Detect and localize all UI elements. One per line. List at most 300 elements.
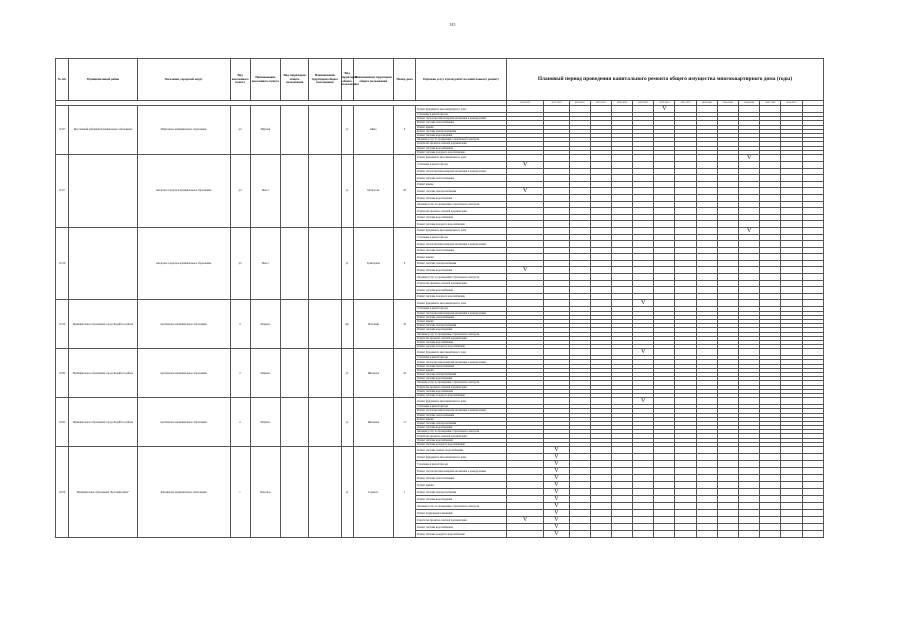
service-item: Ремонт фундамента многоквартирного дома <box>416 227 507 234</box>
period-cell <box>675 300 696 307</box>
period-cell <box>611 517 632 524</box>
period-cell <box>781 154 802 161</box>
period-cell <box>633 475 654 482</box>
year-header: 2020-2022 <box>569 101 590 106</box>
period-cell <box>802 447 823 454</box>
street-type: ул <box>341 349 353 398</box>
territory-type <box>280 398 308 447</box>
period-cell <box>760 496 781 503</box>
house-number: 42 <box>393 349 415 398</box>
period-cell <box>506 510 543 517</box>
street-type: пер <box>341 300 353 349</box>
service-item: Ремонт систем противопожарной автоматики и дымоудаления <box>416 311 507 315</box>
period-cell <box>696 300 717 307</box>
service-item: Ремонт системы водоотведения <box>416 426 507 430</box>
locality-name: Марково <box>250 349 280 398</box>
period-cell <box>717 461 738 468</box>
service-item: Разработка проектно-сметной документации <box>416 142 507 146</box>
header-street-type: Вид территории общего пользования <box>341 59 353 101</box>
service-item: Утепление и ремонт фасада <box>416 234 507 241</box>
period-cell <box>675 468 696 475</box>
locality-type: рп <box>230 106 250 155</box>
service-item: Разработка проектно-сметной документации <box>416 434 507 438</box>
service-item: Ремонт системы холодного водоснабжения <box>416 393 507 397</box>
period-cell <box>590 496 611 503</box>
service-item: Ремонт крыши <box>416 482 507 489</box>
period-cell <box>739 267 760 274</box>
period-cell <box>739 496 760 503</box>
period-cell <box>717 531 738 538</box>
period-cell <box>717 503 738 510</box>
period-cell <box>675 489 696 496</box>
settlement-name: Ангарское городское муниципальное образование <box>137 154 230 227</box>
territory-type <box>280 349 308 398</box>
period-cell <box>506 461 543 468</box>
period-cell <box>544 398 569 405</box>
period-cell <box>506 482 543 489</box>
period-cell <box>654 398 675 405</box>
block-number: 11519 <box>56 227 69 300</box>
period-cell <box>506 349 543 356</box>
period-cell <box>675 267 696 274</box>
locality-name: Марково <box>250 300 280 349</box>
district-name: Муниципальное образование "Братский район" <box>69 447 138 538</box>
period-cell <box>506 489 543 496</box>
period-cell <box>569 524 590 531</box>
district-name <box>69 227 138 300</box>
period-cell <box>675 503 696 510</box>
period-cell <box>802 496 823 503</box>
period-cell <box>696 468 717 475</box>
header-district: Муниципальный район <box>69 59 138 101</box>
period-cell <box>654 349 675 356</box>
period-cell <box>654 517 675 524</box>
service-item: Ремонт подвальных помещений <box>416 510 507 517</box>
header-locality-type: Вид населенного пункта <box>230 59 250 101</box>
period-cell <box>696 188 717 195</box>
service-item: Ремонт крыши <box>416 125 507 129</box>
page-number: 315 <box>449 22 456 27</box>
service-item: Ремонт системы теплоснабжения <box>416 475 507 482</box>
period-cell <box>506 454 543 461</box>
period-check-mark: V <box>633 349 654 356</box>
territory-type <box>280 227 308 300</box>
period-cell <box>611 461 632 468</box>
year-header: 2047-2049 <box>760 101 781 106</box>
service-item: Ремонт систем противопожарной автоматики и дымоудаления <box>416 241 507 248</box>
period-cell <box>781 531 802 538</box>
period-cell <box>569 531 590 538</box>
year-header: 2035-2037 <box>675 101 696 106</box>
period-check-mark: V <box>544 461 569 468</box>
period-cell <box>569 496 590 503</box>
year-header: 2044-2046 <box>739 101 760 106</box>
period-cell <box>802 468 823 475</box>
period-cell <box>654 267 675 274</box>
service-item: Оказание услуг по проведению строительного контроля <box>416 138 507 142</box>
period-cell <box>781 188 802 195</box>
period-cell <box>717 300 738 307</box>
service-item: Ремонт системы теплоснабжения <box>416 175 507 182</box>
service-item: Ремонт системы холодного водоснабжения <box>416 221 507 228</box>
period-cell <box>760 468 781 475</box>
street-name: Горького <box>353 447 393 538</box>
period-cell <box>654 531 675 538</box>
period-cell <box>802 454 823 461</box>
period-cell <box>506 531 543 538</box>
street-name: Мира <box>353 106 393 155</box>
service-item: Ремонт фундамента многоквартирного дома <box>416 300 507 307</box>
period-cell <box>760 489 781 496</box>
service-item: Ремонт системы водоотведения <box>416 377 507 381</box>
territory-name <box>309 349 341 398</box>
year-header: 2032-2034 <box>654 101 675 106</box>
period-check-mark: V <box>544 447 569 454</box>
service-item: Оказание услуг по проведению строительного контроля <box>416 430 507 434</box>
territory-type <box>280 300 308 349</box>
period-cell <box>675 188 696 195</box>
period-cell <box>739 531 760 538</box>
period-cell <box>739 510 760 517</box>
period-cell <box>569 510 590 517</box>
period-cell <box>611 398 632 405</box>
period-cell <box>569 106 590 113</box>
service-item: Ремонт системы холодного водоснабжения <box>416 442 507 446</box>
street-name: Матросова <box>353 154 393 227</box>
period-cell <box>781 106 802 113</box>
period-cell <box>781 475 802 482</box>
district-name: Муниципальное образование города Бодайбо и района <box>69 300 138 349</box>
settlement-name: Ангарское городское муниципальное образование <box>137 227 230 300</box>
period-cell <box>569 503 590 510</box>
period-cell <box>802 188 823 195</box>
period-check-mark: V <box>544 524 569 531</box>
locality-name: Марково <box>250 398 280 447</box>
service-item: Оказание услуг по проведению строительного контроля <box>416 274 507 281</box>
period-check-mark: V <box>633 398 654 405</box>
service-item: Ремонт фундамента многоквартирного дома <box>416 349 507 356</box>
year-header: 2017-2019 <box>544 101 569 106</box>
period-cell <box>654 161 675 168</box>
period-cell <box>760 161 781 168</box>
period-cell <box>760 517 781 524</box>
period-cell <box>739 475 760 482</box>
street-type: ул <box>341 154 353 227</box>
period-cell <box>506 227 543 234</box>
period-cell <box>611 188 632 195</box>
period-cell <box>760 510 781 517</box>
period-cell <box>802 531 823 538</box>
period-cell <box>611 161 632 168</box>
period-cell <box>760 300 781 307</box>
period-cell <box>760 482 781 489</box>
period-cell <box>611 489 632 496</box>
service-item: Ремонт системы электроснабжения <box>416 260 507 267</box>
period-check-mark: V <box>544 503 569 510</box>
service-item: Ремонт систем противопожарной автоматики и дымоудаления <box>416 409 507 413</box>
period-check-mark: V <box>544 475 569 482</box>
period-cell <box>781 482 802 489</box>
service-item: Ремонт системы теплоснабжения <box>416 364 507 368</box>
period-cell <box>633 531 654 538</box>
period-cell <box>717 106 738 113</box>
period-cell <box>717 398 738 405</box>
service-item: Оказание услуг по проведению строительного контроля <box>416 201 507 208</box>
period-cell <box>675 510 696 517</box>
period-cell <box>696 398 717 405</box>
period-cell <box>696 454 717 461</box>
period-cell <box>781 468 802 475</box>
period-cell <box>611 300 632 307</box>
district-name: Ярославский районный муниципальное образование <box>69 106 138 155</box>
service-item: Ремонт системы холодного водоснабжения <box>416 531 507 538</box>
period-cell <box>590 398 611 405</box>
period-cell <box>569 482 590 489</box>
period-cell <box>633 447 654 454</box>
house-number: 1 <box>393 447 415 538</box>
period-cell <box>802 154 823 161</box>
period-cell <box>654 510 675 517</box>
service-item: Ремонт крыши <box>416 254 507 261</box>
capital-repair-table <box>55 58 824 538</box>
locality-type: рп <box>230 154 250 227</box>
period-cell <box>739 503 760 510</box>
period-cell <box>569 154 590 161</box>
period-cell <box>569 161 590 168</box>
district-name <box>69 154 138 227</box>
period-cell <box>696 349 717 356</box>
territory-type <box>280 154 308 227</box>
locality-name: Мирный <box>250 106 280 155</box>
period-cell <box>717 468 738 475</box>
service-item: Ремонт системы горячего водоснабжения <box>416 447 507 454</box>
header-territory-type: Вид территории общего пользования <box>280 59 308 101</box>
period-cell <box>590 461 611 468</box>
period-cell <box>696 447 717 454</box>
service-item: Ремонт системы электроснабжения <box>416 373 507 377</box>
period-cell <box>781 503 802 510</box>
table-row <box>56 398 824 405</box>
service-item: Ремонт системы электроснабжения <box>416 188 507 195</box>
service-item: Ремонт системы теплоснабжения <box>416 121 507 125</box>
period-cell <box>675 447 696 454</box>
period-cell <box>611 349 632 356</box>
district-name: Муниципальное образование города Бодайбо и района <box>69 349 138 398</box>
header-street-name: Наименование территории общего пользования <box>353 59 393 101</box>
period-cell <box>654 227 675 234</box>
period-cell <box>760 524 781 531</box>
service-item: Разработка проектно-сметной документации <box>416 336 507 340</box>
period-cell <box>717 267 738 274</box>
table-row <box>56 154 824 161</box>
period-cell <box>569 267 590 274</box>
period-cell <box>717 349 738 356</box>
service-item: Ремонт системы теплоснабжения <box>416 315 507 319</box>
period-cell <box>675 475 696 482</box>
period-cell <box>781 517 802 524</box>
period-cell <box>802 482 823 489</box>
period-cell <box>760 475 781 482</box>
year-header: 2038-2040 <box>696 101 717 106</box>
service-item: Ремонт системы электроснабжения <box>416 489 507 496</box>
service-item: Ремонт системы водоотведения <box>416 496 507 503</box>
period-cell <box>781 227 802 234</box>
period-cell <box>760 447 781 454</box>
period-cell <box>611 524 632 531</box>
settlement-name: Мирновское муниципальное образование <box>137 106 230 155</box>
period-cell <box>739 398 760 405</box>
period-cell <box>633 454 654 461</box>
period-cell <box>569 349 590 356</box>
period-cell <box>633 154 654 161</box>
period-cell <box>569 227 590 234</box>
service-item: Разработка проектно-сметной документации <box>416 208 507 215</box>
settlement-name: Артёмовское муниципальное образование <box>137 398 230 447</box>
house-number: 8 <box>393 106 415 155</box>
territory-type <box>280 106 308 155</box>
street-name: Тракторная <box>353 227 393 300</box>
period-cell <box>611 510 632 517</box>
period-cell <box>633 161 654 168</box>
period-cell <box>506 468 543 475</box>
service-item: Ремонт системы электроснабжения <box>416 421 507 425</box>
street-name: Почтовый <box>353 300 393 349</box>
period-cell <box>739 468 760 475</box>
period-check-mark: V <box>544 454 569 461</box>
period-cell <box>654 496 675 503</box>
period-cell <box>675 227 696 234</box>
service-item: Оказание услуг по проведению строительного контроля <box>416 503 507 510</box>
service-item: Ремонт систем противопожарной автоматики и дымоудаления <box>416 117 507 121</box>
period-cell <box>696 489 717 496</box>
header-num: № п/п <box>56 59 69 101</box>
period-cell <box>717 489 738 496</box>
block-number: 11633 <box>56 398 69 447</box>
period-cell <box>633 510 654 517</box>
service-item: Ремонт системы электроснабжения <box>416 129 507 133</box>
period-cell <box>633 106 654 113</box>
period-cell <box>544 106 569 113</box>
period-cell <box>760 503 781 510</box>
period-cell <box>506 496 543 503</box>
period-cell <box>675 398 696 405</box>
service-item: Ремонт крыши <box>416 417 507 421</box>
service-item: Ремонт фундамента многоквартирного дома <box>416 106 507 113</box>
period-cell <box>633 461 654 468</box>
period-cell <box>696 154 717 161</box>
territory-name <box>309 300 341 349</box>
period-cell <box>633 267 654 274</box>
service-item: Ремонт фундамента многоквартирного дома <box>416 398 507 405</box>
period-cell <box>611 267 632 274</box>
period-cell <box>760 106 781 113</box>
period-cell <box>590 489 611 496</box>
period-cell <box>739 517 760 524</box>
period-cell <box>654 468 675 475</box>
period-cell <box>781 496 802 503</box>
period-cell <box>696 510 717 517</box>
period-cell <box>590 454 611 461</box>
period-cell <box>654 188 675 195</box>
locality-name: Мегет <box>250 227 280 300</box>
service-item: Утепление и ремонт фасада <box>416 113 507 117</box>
period-cell <box>696 161 717 168</box>
locality-type: п <box>230 300 250 349</box>
period-cell <box>696 503 717 510</box>
period-cell <box>717 517 738 524</box>
street-type: ул <box>341 447 353 538</box>
service-item: Ремонт систем противопожарной автоматики и дымоудаления <box>416 360 507 364</box>
period-cell <box>654 489 675 496</box>
period-cell <box>675 531 696 538</box>
block-number: 11632 <box>56 349 69 398</box>
locality-type: п <box>230 349 250 398</box>
header-period: Плановый период проведения капитального ремонта общего имущества многоквартирного дома (годы) <box>506 59 823 101</box>
settlement-name: Артёмовское муниципальное образование <box>137 300 230 349</box>
period-cell <box>675 482 696 489</box>
period-cell <box>506 475 543 482</box>
year-header: 2023-2025 <box>590 101 611 106</box>
period-cell <box>717 496 738 503</box>
period-cell <box>590 531 611 538</box>
service-item: Ремонт системы водоотведения <box>416 133 507 137</box>
service-item: Утепление и ремонт фасада <box>416 356 507 360</box>
service-item: Ремонт системы водоотведения <box>416 195 507 202</box>
period-cell <box>611 496 632 503</box>
period-cell <box>739 188 760 195</box>
settlement-name: Ключинское муниципальное образование <box>137 447 230 538</box>
period-cell <box>717 454 738 461</box>
period-cell <box>675 454 696 461</box>
period-cell <box>781 349 802 356</box>
service-item: Ремонт системы теплоснабжения <box>416 247 507 254</box>
service-item: Оказание услуг по проведению строительного контроля <box>416 381 507 385</box>
period-cell <box>739 482 760 489</box>
period-cell <box>569 188 590 195</box>
street-type: ул <box>341 106 353 155</box>
period-cell <box>569 475 590 482</box>
period-cell <box>675 461 696 468</box>
year-header: 2050-2052 <box>781 101 802 106</box>
period-cell <box>739 349 760 356</box>
period-cell <box>781 489 802 496</box>
service-item: Ремонт системы теплоснабжения <box>416 413 507 417</box>
service-item: Разработка проектно-сметной документации <box>416 517 507 524</box>
period-check-mark: V <box>506 161 543 168</box>
period-cell <box>675 106 696 113</box>
service-item: Ремонт системы водоснабжения <box>416 340 507 344</box>
house-number: 51 <box>393 398 415 447</box>
year-header: 2014-2016 <box>506 101 543 106</box>
period-cell <box>760 154 781 161</box>
period-cell <box>544 188 569 195</box>
territory-type <box>280 447 308 538</box>
period-cell <box>654 447 675 454</box>
service-item: Ремонт системы холодного водоснабжения <box>416 150 507 154</box>
period-cell <box>544 161 569 168</box>
period-cell <box>760 227 781 234</box>
period-cell <box>781 510 802 517</box>
period-cell <box>696 496 717 503</box>
block-number: 11417 <box>56 154 69 227</box>
period-cell <box>717 188 738 195</box>
period-cell <box>739 447 760 454</box>
period-check-mark: V <box>739 154 760 161</box>
service-item: Утепление и ремонт фасада <box>416 405 507 409</box>
period-cell <box>675 496 696 503</box>
period-check-mark: V <box>506 517 543 524</box>
period-cell <box>802 510 823 517</box>
